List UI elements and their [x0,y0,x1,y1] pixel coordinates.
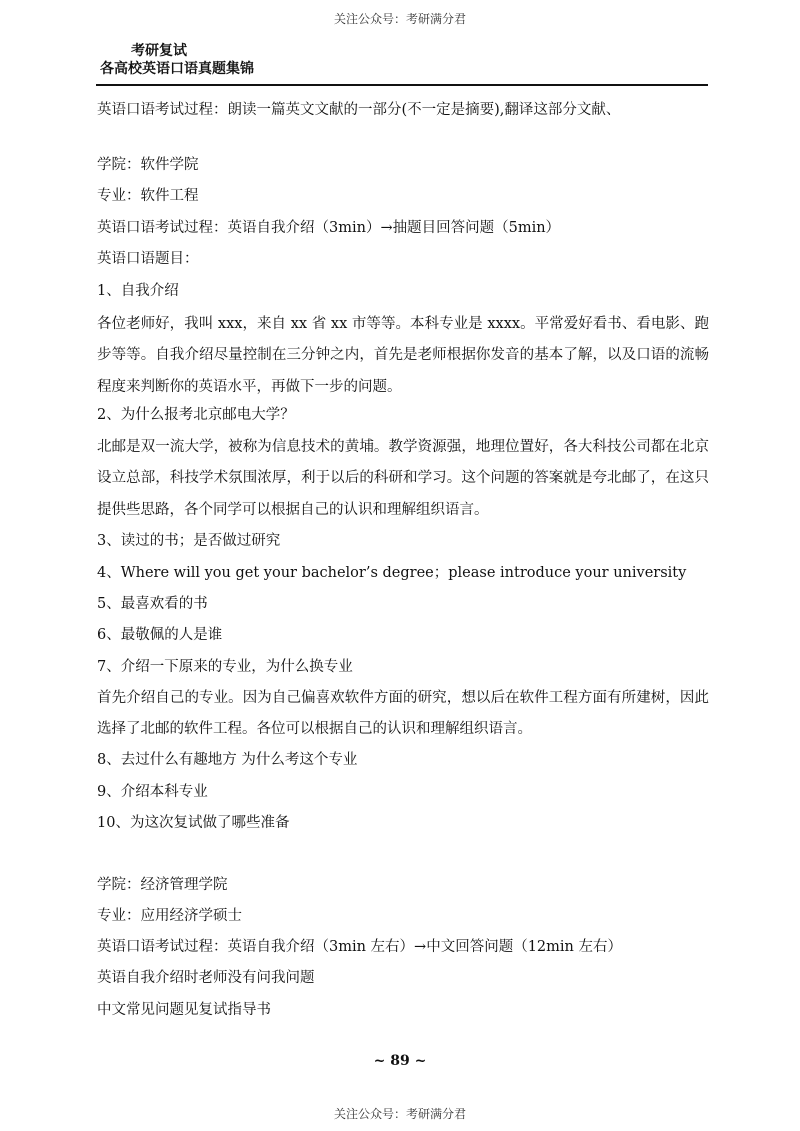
header-title: 各高校英语口语真题集锦 [100,61,254,77]
answer-1: 各位老师好，我叫 xxx，来自 xx 省 xx 市等等。本科专业是 xxxx。平常爱好看书、看电影、跑步等等。自我介绍尽量控制在三分钟之内，首先是老师根据你发音的基本了解，以及口语的流畅程度来判断你的英语水平，再做下一步的问题。 [97,316,709,395]
question-5: 5、最喜欢看的书 [97,596,208,612]
section2-major: 专业：应用经济学硕士 [97,908,242,924]
question-8: 8、去过什么有趣地方 为什么考这个专业 [97,752,358,768]
section2-process: 英语口语考试过程：英语自我介绍（3min 左右）→中文回答问题（12min 左右） [97,939,622,955]
header-subtitle: 考研复试 [131,43,187,59]
section1-major: 专业：软件工程 [97,188,199,204]
question-10: 10、为这次复试做了哪些准备 [97,815,290,831]
question-6: 6、最敬佩的人是谁 [97,627,223,643]
question-1: 1、自我介绍 [97,283,179,299]
section1-questions-label: 英语口语题目： [97,251,199,267]
answer-7: 首先介绍自己的专业。因为自己偏喜欢软件方面的研究，想以后在软件工程方面有所建树，因此选择了北邮的软件工程。各位可以根据自己的认识和理解组织语言。 [97,690,709,738]
question-2: 2、为什么报考北京邮电大学？ [97,407,295,423]
answer-2: 北邮是双一流大学，被称为信息技术的黄埔。教学资源强，地理位置好，各大科技公司都在北京设立总部，科技学术氛围浓厚，利于以后的科研和学习。这个问题的答案就是夸北邮了，在这只提供些思路，各个同学可以根据自己的认识和理解组织语言。 [97,439,709,518]
section1-college: 学院：软件学院 [97,157,199,173]
question-3: 3、读过的书；是否做过研究 [97,533,281,549]
question-4: 4、Where will you get your bachelor’s degree；please introduce your university [97,565,687,581]
intro-line: 英语口语考试过程：朗读一篇英文文献的一部分(不一定是摘要),翻译这部分文献、 [97,102,621,118]
section2-college: 学院：经济管理学院 [97,877,228,893]
section2-note-2: 中文常见问题见复试指导书 [97,1002,271,1018]
section1-process: 英语口语考试过程：英语自我介绍（3min）→抽题目回答问题（5min） [97,220,561,236]
top-watermark: 关注公众号：考研满分君 [333,12,466,26]
question-9: 9、介绍本科专业 [97,784,208,800]
bottom-watermark: 关注公众号：考研满分君 [333,1107,466,1121]
page-number: ~ 89 ~ [373,1053,427,1069]
section2-note-1: 英语自我介绍时老师没有问我问题 [97,970,315,986]
page-header [98,42,710,78]
question-7: 7、介绍一下原来的专业，为什么换专业 [97,659,353,675]
header-divider [96,84,708,86]
